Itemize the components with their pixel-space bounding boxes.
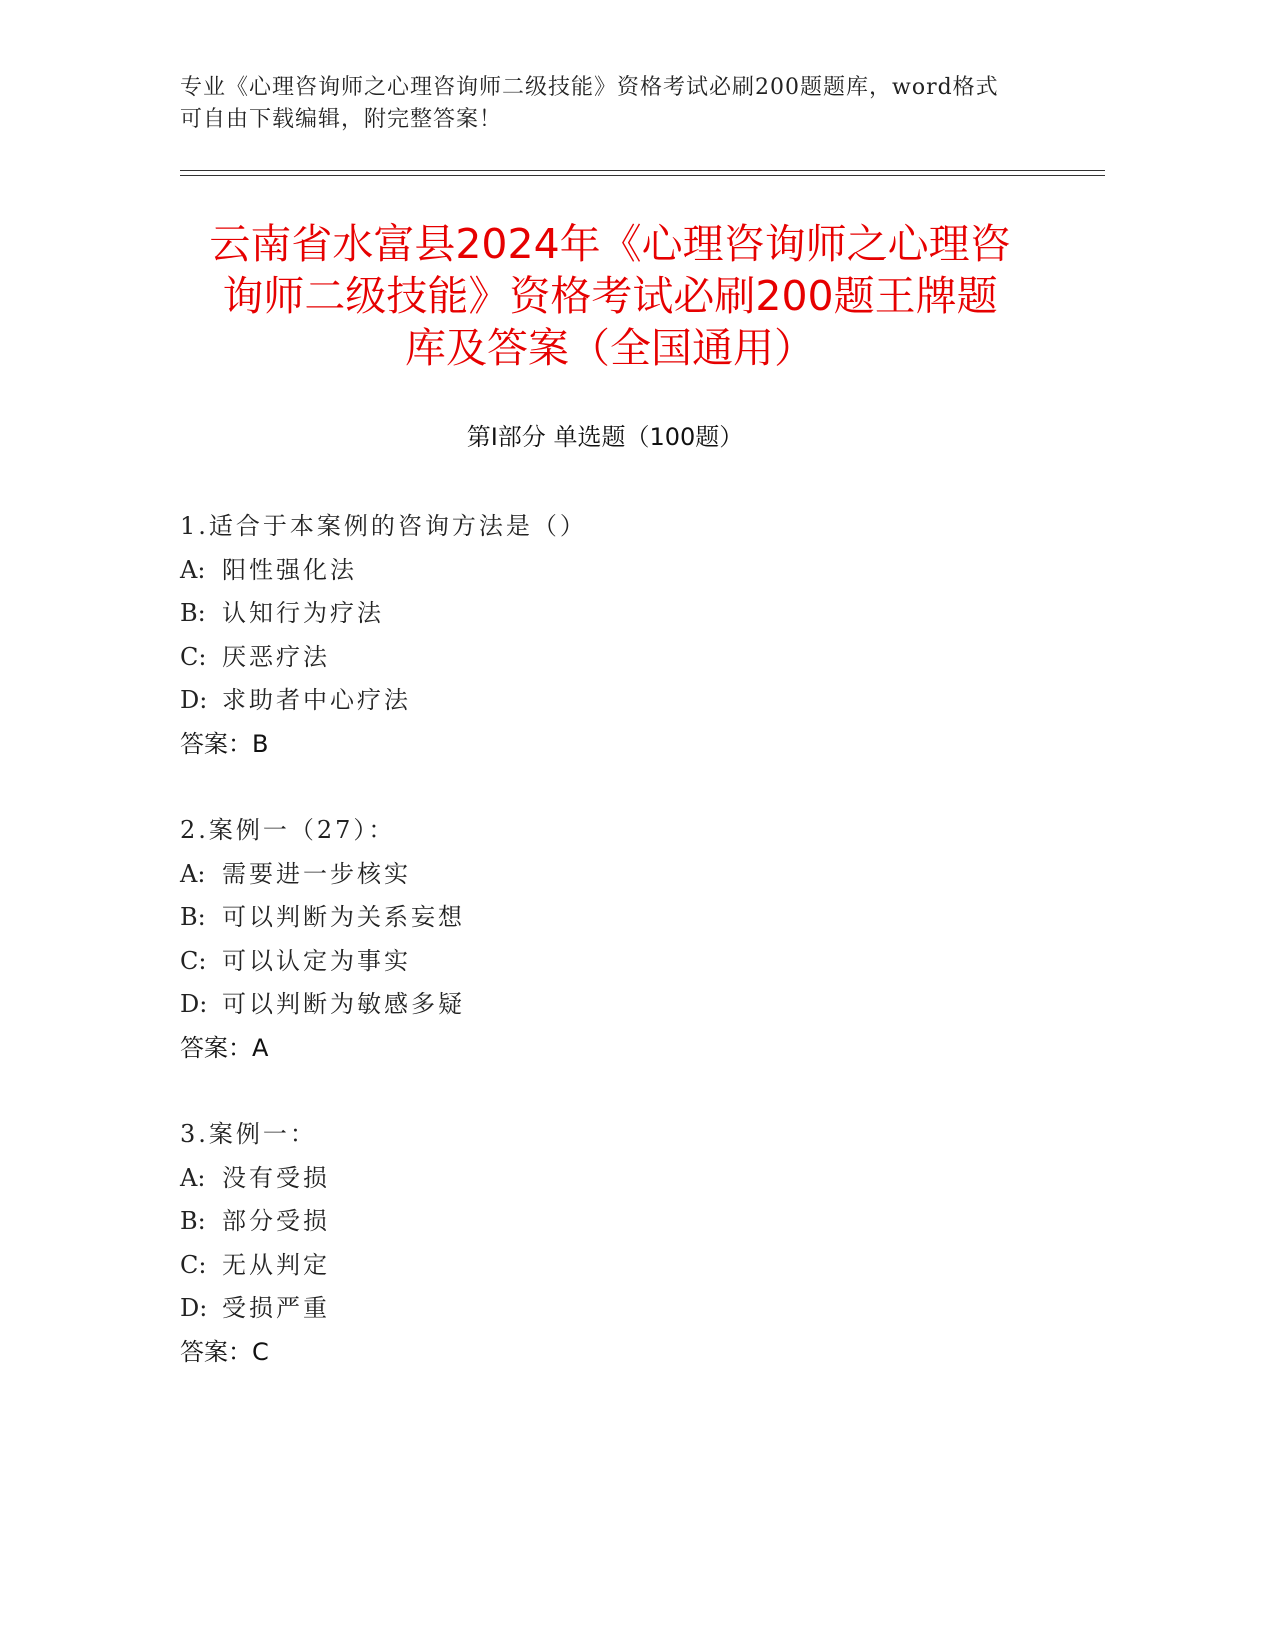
option-key: D: — [180, 686, 208, 714]
question-stem: 3.案例一： — [180, 1120, 317, 1148]
section-heading: 第Ⅰ部分 单选题（100题） — [466, 423, 744, 451]
option-text: 没有受损 — [222, 1163, 330, 1192]
header-note-line-2: 可自由下载编辑，附完整答案！ — [180, 107, 503, 132]
header-note — [180, 72, 1060, 136]
option-text: 可以认定为事实 — [222, 946, 411, 975]
option-c — [180, 1244, 1080, 1288]
question-3 — [180, 1113, 1080, 1374]
question-1 — [180, 505, 1080, 766]
option-b — [180, 896, 1080, 940]
option-text: 受损严重 — [222, 1294, 330, 1322]
option-d — [180, 679, 1080, 723]
option-a — [180, 1157, 1080, 1201]
option-d — [180, 1287, 1080, 1331]
option-key: C: — [180, 946, 207, 975]
option-c — [180, 940, 1080, 984]
option-c — [180, 636, 1080, 680]
option-text: 求助者中心疗法 — [222, 686, 411, 714]
option-key: B: — [180, 903, 206, 931]
option-text: 需要进一步核实 — [222, 859, 411, 888]
option-key: C: — [180, 1250, 207, 1279]
question-list — [180, 505, 1080, 1417]
option-key: D: — [180, 1294, 208, 1322]
option-text: 可以判断为关系妄想 — [222, 903, 465, 931]
header-note-line-1: 专业《心理咨询师之心理咨询师二级技能》资格考试必刷200题题库，word格式 — [180, 75, 999, 100]
option-d — [180, 983, 1080, 1027]
answer-line: 答案：B — [180, 729, 269, 758]
answer-line: 答案：C — [180, 1337, 269, 1366]
document-title-line-2: 询师二级技能》资格考试必刷200题王牌题 — [222, 272, 998, 320]
header-rule-thin — [180, 175, 1105, 176]
option-text: 无从判定 — [222, 1250, 330, 1279]
question-stem: 1.适合于本案例的咨询方法是（） — [180, 512, 587, 540]
option-key: A: — [180, 555, 206, 584]
option-text: 阳性强化法 — [222, 555, 357, 584]
option-key: B: — [180, 1207, 206, 1235]
document-title — [160, 218, 1060, 374]
option-key: A: — [180, 1163, 206, 1192]
option-key: D: — [180, 990, 208, 1018]
option-key: C: — [180, 642, 207, 671]
option-key: B: — [180, 599, 206, 627]
option-key: A: — [180, 859, 206, 888]
question-stem: 2.案例一（27）： — [180, 816, 396, 844]
option-text: 可以判断为敏感多疑 — [222, 990, 465, 1018]
answer-line: 答案：A — [180, 1033, 269, 1062]
option-text: 部分受损 — [222, 1207, 330, 1235]
document-title-line-3: 库及答案（全国通用） — [405, 324, 815, 372]
question-2 — [180, 809, 1080, 1070]
header-rule-thick — [180, 170, 1105, 171]
option-b — [180, 592, 1080, 636]
option-a — [180, 853, 1080, 897]
option-text: 厌恶疗法 — [222, 642, 330, 671]
option-a — [180, 549, 1080, 593]
document-title-line-1: 云南省水富县2024年《心理咨询师之心理咨 — [209, 220, 1011, 268]
option-b — [180, 1200, 1080, 1244]
option-text: 认知行为疗法 — [222, 599, 384, 627]
